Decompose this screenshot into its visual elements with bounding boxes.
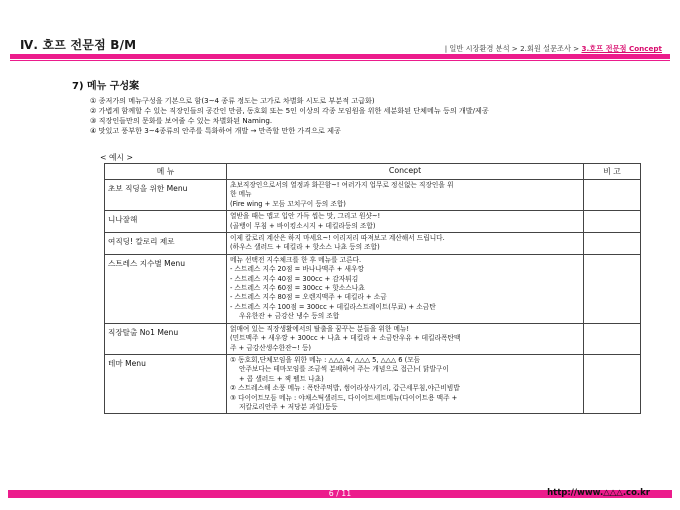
concept-line: 이제 칼로리 계산은 하지 마세요~! 이리저리 따져보고 계산해서 드립니다.: [230, 234, 445, 243]
header-accent-bar: [10, 54, 670, 59]
concept-line: - 스트레스 지수 20점 = 바나나맥주 + 새우깡: [230, 265, 364, 274]
menu-note: [584, 323, 641, 354]
concept-line: 우유한잔 + 금강산 냉수 등의 조합: [239, 312, 340, 321]
menu-concept: [227, 323, 584, 354]
concept-line: ① 동호회,단체모임을 위한 메뉴 : △△△ 4, △△△ 5, △△△ 6 (모듬: [230, 355, 421, 364]
menu-name: 스트레스 지수별 Menu: [105, 254, 227, 323]
concept-line: 메뉴 선택전 지수체크를 한 후 메뉴를 고른다.: [230, 255, 362, 264]
concept-line: ③ 다이어트모듬 메뉴 : 야채스틱샐러드, 다이어트세트메뉴(다이어트용 맥주 +: [230, 393, 458, 402]
table-row: [105, 354, 641, 413]
table-row: [105, 180, 641, 211]
concept-line: - 스트레스 지수 40점 = 300cc + 감자튀김: [230, 274, 359, 283]
header-menu: 메 뉴: [105, 164, 227, 180]
table-row: [105, 233, 641, 255]
menu-concept: [227, 254, 584, 323]
bullet-item: ④ 맛있고 풍부한 3~4종류의 안주를 특화하여 개발 → 만족할 만한 가격으로 제공: [90, 126, 341, 135]
menu-name: 니나잘해: [105, 211, 227, 233]
table-header-row: [105, 164, 641, 180]
bullet-item: ① 종저가의 메뉴구성을 기본으로 함(3~4 종류 정도는 고가로 차별화 시도로 부분적 고급화): [90, 96, 375, 105]
menu-note: [584, 233, 641, 255]
breadcrumb-path: | 일반 시장환경 분석 > 2.회원 설문조사 >: [444, 44, 582, 53]
concept-line: 얽매여 있는 직장생활에서의 탈출을 꿈꾸는 분들을 위한 메뉴!: [230, 324, 410, 333]
concept-line: (민트맥주 + 새우깡 + 300cc + 나쵸 + 데킬라 + 소금탄우유 + 데킬라폭탄맥: [230, 334, 461, 343]
table-row: [105, 211, 641, 233]
menu-name: 여직딩! 칼로리 제로: [105, 233, 227, 255]
menu-name: 직장탈출 No1 Menu: [105, 323, 227, 354]
breadcrumb-current[interactable]: 3.호프 전문점 Concept: [581, 44, 662, 53]
concept-line: ② 스트레스해 소풍 메뉴 : 폭탄주먹밥, 썸어라상사기리, 갑근세무침,야근비빔밥: [230, 384, 460, 393]
concept-line: (하우스 샐러드 + 데킬라 + 핫소스 나쵸 등의 조합): [230, 243, 380, 252]
menu-concept: [227, 211, 584, 233]
concept-line: 초보직장인으로서의 열정과 화끈함~! 여러가지 업무로 정신없는 직장인을 위: [230, 181, 454, 189]
page-number: 6 / 11: [328, 489, 352, 498]
menu-note: [584, 211, 641, 233]
example-label: < 예시 >: [100, 153, 134, 162]
menu-name: 초보 직딩을 위한 Menu: [105, 180, 227, 211]
concept-line: - 스트레스 지수 80점 = 오렌지맥주 + 데킬라 + 소금: [230, 293, 387, 302]
concept-line: - 스트레스 지수 100점 = 300cc + 데킬라스트레이트(무료) + 소금탄: [230, 302, 436, 311]
menu-note: [584, 254, 641, 323]
concept-line: 안주보다는 테마모임를 조금씩 분배하여 주는 개념으로 접근)-( 닭발구이: [239, 365, 449, 374]
concept-line: 주 + 금강산생수한잔~! 등): [230, 343, 312, 352]
bullet-item: ③ 직장인들만의 문화를 보여줄 수 있는 차별화된 Naming.: [90, 116, 273, 125]
concept-line: - 스트레스 지수 60점 = 300cc + 핫소스나쵸: [230, 284, 365, 293]
header-note: 비 고: [584, 164, 641, 180]
header-divider: [10, 60, 670, 61]
concept-line: (골뱅이 무침 + 바이킹소시지 + 데킬라등의 조합): [230, 221, 376, 230]
menu-note: [584, 354, 641, 413]
concept-line: 열받을 때는 맵고 입안 가득 씹는 맛, 그리고 원샷~!: [230, 212, 381, 221]
menu-note: [584, 180, 641, 211]
section-title: 7) 메뉴 구성案: [72, 81, 140, 92]
bullet-list: [90, 96, 660, 136]
menu-concept: [227, 180, 584, 211]
concept-line: (Fire wing + 모듬 꼬치구이 등의 조합): [230, 199, 346, 208]
footer-url[interactable]: http://www.△△△.co.kr: [547, 488, 650, 498]
table-row: [105, 254, 641, 323]
menu-table: [104, 163, 641, 414]
header-concept: Concept: [227, 164, 584, 180]
table-row: [105, 323, 641, 354]
concept-line: 한 메뉴: [230, 190, 252, 199]
menu-concept: [227, 233, 584, 255]
document-section-title: Ⅳ. 호프 전문점 B/M: [20, 38, 137, 52]
breadcrumb: [445, 44, 662, 54]
concept-line: + 콥 샐러드 + 잭 펠트 나쵸): [239, 374, 324, 383]
menu-name: 테마 Menu: [105, 354, 227, 413]
menu-concept: [227, 354, 584, 413]
concept-line: 저칼로리안주 + 저당분 과일)등등: [239, 402, 338, 411]
bullet-item: ② 가볍게 함께할 수 있는 직장인들의 공간인 만큼, 동호회 또는 5인 이상의 각종 모임원을 위한 세분화된 단체메뉴 등의 개발/제공: [90, 106, 489, 115]
